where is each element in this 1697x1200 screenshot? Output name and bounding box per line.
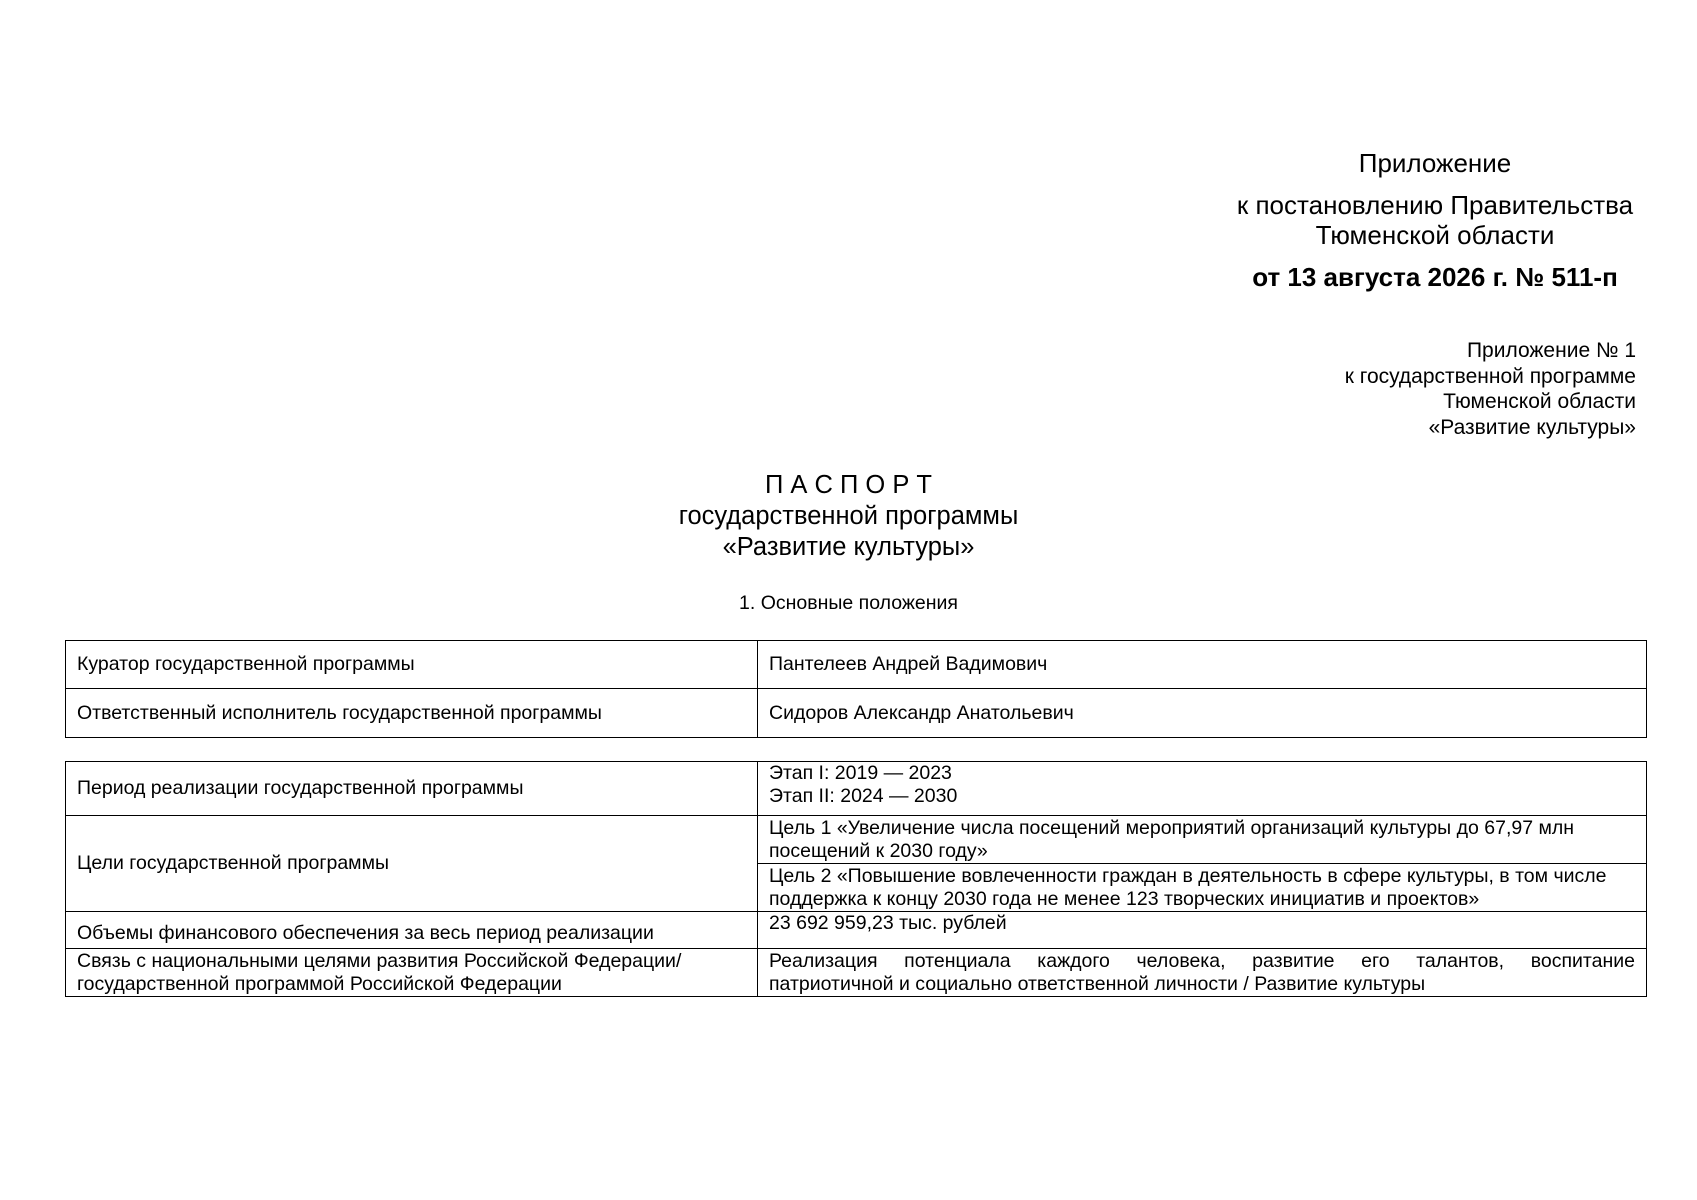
table-row: [66, 689, 1647, 738]
passport-program-name: «Развитие культуры»: [722, 533, 975, 561]
national-goals-line1: Реализация потенциала каждого человека, развитие его талантов, воспитание: [769, 950, 1635, 972]
approval-date-number: от 13 августа 2026 г. № 511-п: [1252, 262, 1618, 292]
table-row: [66, 912, 1647, 949]
goal-1: Цель 1 «Увеличение числа посещений мероприятий организаций культуры до 67,97 млн посещений к 2030 году»: [758, 816, 1647, 864]
period-label: Период реализации государственной программы: [66, 762, 758, 816]
section-heading: 1. Основные положения: [739, 592, 958, 614]
table-row: [66, 762, 1647, 816]
table-row: [66, 641, 1647, 689]
approval-line2: Тюменской области: [1315, 220, 1555, 250]
national-goals-value: [758, 949, 1647, 997]
national-goals-label: Связь с национальными целями развития Российской Федерации/ государственной программой Российской Федерации: [66, 949, 758, 997]
period-value: [758, 762, 1647, 816]
main-info-table: [65, 640, 1647, 738]
appendix-line1: Приложение № 1: [1466, 339, 1636, 362]
program-details-table: [65, 761, 1647, 997]
national-goals-line2: патриотичной и социально ответственной личности / Развитие культуры: [769, 973, 1426, 995]
passport-subtitle: государственной программы: [678, 502, 1019, 530]
table-row: [66, 816, 1647, 864]
appendix-line3: Тюменской области: [1443, 390, 1636, 413]
appendix-line2: к государственной программе: [1344, 365, 1636, 388]
curator-value: Пантелеев Андрей Вадимович: [758, 641, 1647, 689]
table-row: [66, 949, 1647, 997]
approval-title: Приложение: [1358, 148, 1512, 178]
period-stage1: Этап I: 2019 — 2023: [769, 762, 952, 784]
goal-2: Цель 2 «Повышение вовлеченности граждан в деятельность в сфере культуры, в том числе поддержка к концу 2030 года не менее 123 творческих инициатив и проектов»: [758, 864, 1647, 912]
appendix-line4: «Развитие культуры»: [1428, 416, 1636, 439]
goals-label: Цели государственной программы: [66, 816, 758, 912]
executor-label: Ответственный исполнитель государственной программы: [66, 689, 758, 738]
curator-label: Куратор государственной программы: [66, 641, 758, 689]
executor-value: Сидоров Александр Анатольевич: [758, 689, 1647, 738]
passport-title: П А С П О Р Т: [764, 471, 932, 499]
approval-line1: к постановлению Правительства: [1236, 190, 1634, 220]
funding-value: 23 692 959,23 тыс. рублей: [758, 912, 1647, 949]
period-stage2: Этап II: 2024 — 2030: [769, 785, 958, 807]
funding-label: Объемы финансового обеспечения за весь период реализации: [66, 912, 758, 949]
